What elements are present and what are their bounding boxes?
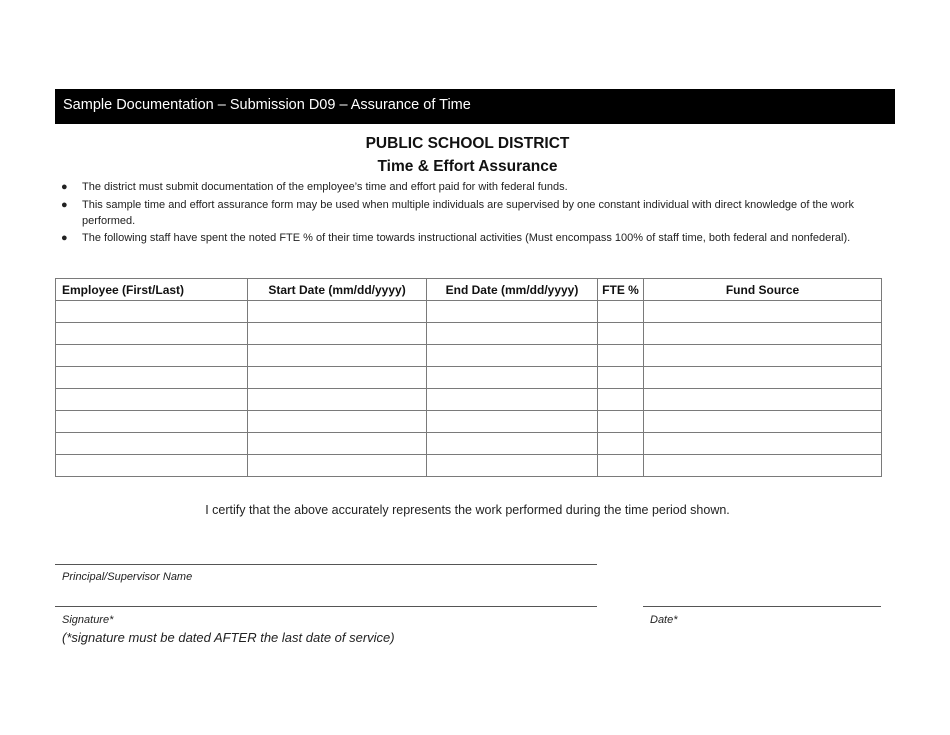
date-label: Date* bbox=[650, 614, 678, 626]
start-date-cell[interactable] bbox=[248, 389, 427, 411]
table-row bbox=[56, 455, 882, 477]
bullet-icon: ● bbox=[61, 232, 68, 244]
end-date-cell[interactable] bbox=[427, 323, 598, 345]
fund-source-cell[interactable] bbox=[644, 411, 882, 433]
start-date-cell[interactable] bbox=[248, 433, 427, 455]
column-header-end-date: End Date (mm/dd/yyyy) bbox=[427, 279, 598, 301]
fund-source-cell[interactable] bbox=[644, 389, 882, 411]
form-title: Time & Effort Assurance bbox=[377, 158, 558, 175]
fte-cell[interactable] bbox=[598, 345, 644, 367]
end-date-cell[interactable] bbox=[427, 301, 598, 323]
column-header-start-date: Start Date (mm/dd/yyyy) bbox=[248, 279, 427, 301]
employee-cell[interactable] bbox=[56, 301, 248, 323]
signature-label: Signature* bbox=[62, 614, 114, 626]
table-row bbox=[56, 367, 882, 389]
table-row bbox=[56, 323, 882, 345]
end-date-cell[interactable] bbox=[427, 367, 598, 389]
staff-fte-table bbox=[55, 278, 882, 477]
fte-cell[interactable] bbox=[598, 301, 644, 323]
instruction-item bbox=[55, 179, 885, 195]
start-date-cell[interactable] bbox=[248, 323, 427, 345]
end-date-cell[interactable] bbox=[427, 455, 598, 477]
end-date-cell[interactable] bbox=[427, 389, 598, 411]
end-date-cell[interactable] bbox=[427, 433, 598, 455]
table-header-row bbox=[56, 279, 882, 301]
fund-source-cell[interactable] bbox=[644, 323, 882, 345]
instructions-list bbox=[55, 179, 885, 248]
table-row bbox=[56, 301, 882, 323]
start-date-cell[interactable] bbox=[248, 301, 427, 323]
fte-cell[interactable] bbox=[598, 411, 644, 433]
fund-source-cell[interactable] bbox=[644, 433, 882, 455]
fte-cell[interactable] bbox=[598, 367, 644, 389]
fte-cell[interactable] bbox=[598, 323, 644, 345]
signature-line[interactable] bbox=[55, 606, 597, 607]
column-header-employee: Employee (First/Last) bbox=[56, 279, 248, 301]
header-title: Sample Documentation – Submission D09 – Assurance of Time bbox=[63, 97, 471, 113]
column-header-fte: FTE % bbox=[598, 279, 644, 301]
employee-cell[interactable] bbox=[56, 455, 248, 477]
fund-source-cell[interactable] bbox=[644, 345, 882, 367]
bullet-icon: ● bbox=[61, 198, 68, 211]
employee-cell[interactable] bbox=[56, 433, 248, 455]
start-date-cell[interactable] bbox=[248, 411, 427, 433]
employee-cell[interactable] bbox=[56, 367, 248, 389]
fte-cell[interactable] bbox=[598, 433, 644, 455]
table-row bbox=[56, 345, 882, 367]
table-row bbox=[56, 389, 882, 411]
instruction-text: The district must submit documentation of the employee’s time and effort paid for with federal funds. bbox=[82, 181, 568, 193]
supervisor-name-line[interactable] bbox=[55, 564, 597, 565]
document-header-bar bbox=[55, 89, 895, 124]
employee-cell[interactable] bbox=[56, 411, 248, 433]
employee-cell[interactable] bbox=[56, 389, 248, 411]
supervisor-name-label: Principal/Supervisor Name bbox=[62, 571, 193, 583]
start-date-cell[interactable] bbox=[248, 367, 427, 389]
fte-cell[interactable] bbox=[598, 389, 644, 411]
employee-cell[interactable] bbox=[56, 345, 248, 367]
column-header-fund-source: Fund Source bbox=[644, 279, 882, 301]
date-line[interactable] bbox=[643, 606, 881, 607]
instruction-item bbox=[55, 230, 885, 246]
fund-source-cell[interactable] bbox=[644, 301, 882, 323]
fte-cell[interactable] bbox=[598, 455, 644, 477]
instruction-item bbox=[55, 197, 885, 229]
instruction-text: The following staff have spent the noted FTE % of their time towards instructional activities (Must encompass 100% of staff time, both federal and nonfederal). bbox=[82, 232, 851, 244]
fund-source-cell[interactable] bbox=[644, 455, 882, 477]
certification-statement: I certify that the above accurately represents the work performed during the time period shown. bbox=[205, 503, 730, 517]
employee-cell[interactable] bbox=[56, 323, 248, 345]
start-date-cell[interactable] bbox=[248, 345, 427, 367]
end-date-cell[interactable] bbox=[427, 345, 598, 367]
table-row bbox=[56, 411, 882, 433]
start-date-cell[interactable] bbox=[248, 455, 427, 477]
end-date-cell[interactable] bbox=[427, 411, 598, 433]
table-row bbox=[56, 433, 882, 455]
bullet-icon: ● bbox=[61, 181, 68, 193]
district-title: PUBLIC SCHOOL DISTRICT bbox=[365, 135, 570, 152]
signature-note: (*signature must be dated AFTER the last date of service) bbox=[62, 630, 395, 645]
fund-source-cell[interactable] bbox=[644, 367, 882, 389]
instruction-text: This sample time and effort assurance form may be used when multiple individuals are supervised by one constant individual with direct knowledge of the work performed. bbox=[82, 198, 855, 227]
